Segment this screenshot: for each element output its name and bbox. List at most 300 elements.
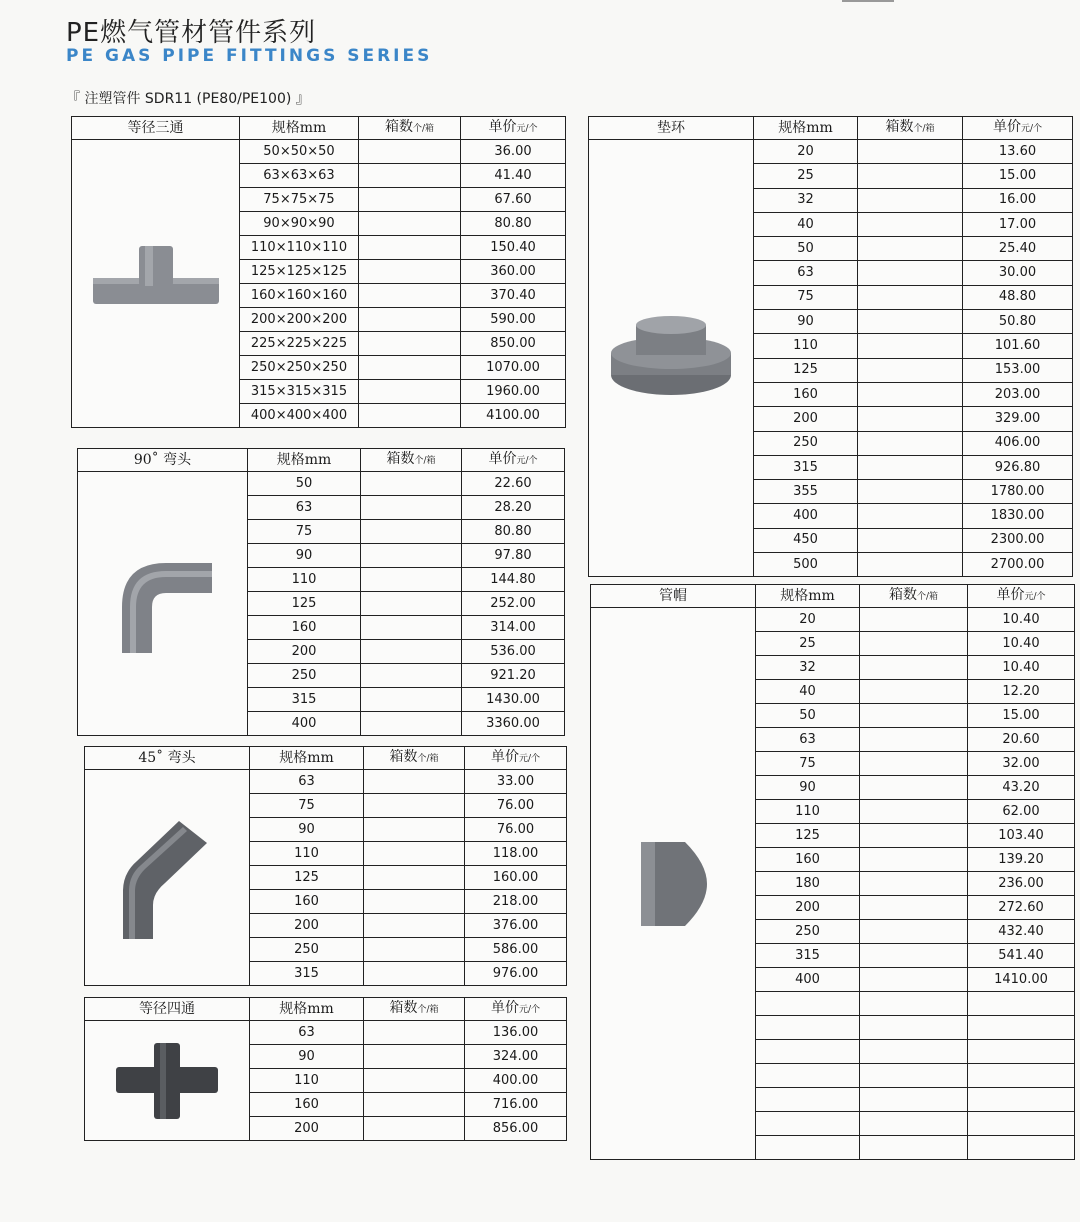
spec-cell: 250 [756,920,860,944]
price-cell: 1830.00 [963,504,1073,528]
box-qty-cell [860,1136,968,1160]
table-row [589,140,1073,164]
spec-cell: 160 [754,382,858,406]
spec-cell: 450 [754,528,858,552]
spec-cell: 63 [250,1021,364,1045]
spec-cell: 20 [754,140,858,164]
box-qty-cell [364,1045,465,1069]
box-qty-cell [860,944,968,968]
spec-cell: 250 [754,431,858,455]
box-qty-column-header [364,747,465,770]
box-qty-cell [364,1069,465,1093]
spec-column-header: 规格mm [250,998,364,1021]
section-label: 『 注塑管件 SDR11 (PE80/PE100) 』 [66,91,310,107]
box-qty-cell [858,504,963,528]
spec-cell: 40 [754,212,858,236]
price-cell: 33.00 [465,770,567,794]
box-qty-cell [364,770,465,794]
price-unit: 元/个 [516,456,538,466]
tee-fitting-icon [91,244,221,324]
spec-cell: 90 [754,310,858,334]
box-qty-cell [361,544,462,568]
spec-cell: 400 [754,504,858,528]
box-qty-cell [858,480,963,504]
box-qty-cell [858,358,963,382]
box-qty-cell [361,712,462,736]
box-qty-cell [361,688,462,712]
spec-column-header: 规格mm [754,117,858,140]
spec-cell: 75×75×75 [240,188,359,212]
table-header-row [591,585,1075,608]
product-image-cell [85,1021,250,1141]
spec-cell: 63 [756,728,860,752]
price-cell: 97.80 [462,544,565,568]
spec-cell: 90 [756,776,860,800]
spec-cell [756,1016,860,1040]
price-cell: 17.00 [963,212,1073,236]
price-cell: 252.00 [462,592,565,616]
box-qty-cell [361,520,462,544]
price-label: 单价 [996,587,1025,603]
spec-cell: 50 [756,704,860,728]
product-name: 垫环 [589,117,754,140]
spec-cell [756,1064,860,1088]
box-qty-unit: 个/箱 [417,754,439,764]
price-cell: 25.40 [963,237,1073,261]
box-qty-cell [361,496,462,520]
end-cap-icon [633,834,713,934]
spec-cell: 63 [250,770,364,794]
table-row [85,770,567,794]
table-header-row [78,449,565,472]
equal-cross-table [84,997,567,1141]
price-cell: 2700.00 [963,553,1073,577]
price-unit: 元/个 [518,754,541,764]
price-cell: 62.00 [968,800,1075,824]
spec-cell: 315 [756,944,860,968]
product-name: 45˚ 弯头 [85,747,250,770]
box-qty-cell [858,212,963,236]
box-qty-cell [860,1064,968,1088]
spec-cell: 90 [250,818,364,842]
spec-cell: 315 [754,455,858,479]
box-qty-cell [361,640,462,664]
spec-cell: 200×200×200 [240,308,359,332]
box-qty-column-header [359,117,461,140]
spec-cell: 63×63×63 [240,164,359,188]
box-qty-unit: 个/箱 [916,592,939,602]
price-cell: 80.80 [462,520,565,544]
box-qty-cell [359,284,461,308]
price-cell: 76.00 [465,818,567,842]
price-cell: 1430.00 [462,688,565,712]
spec-cell: 355 [754,480,858,504]
box-qty-cell [860,800,968,824]
price-unit: 元/个 [1020,124,1043,134]
box-qty-cell [858,188,963,212]
spec-cell [756,1088,860,1112]
price-cell: 716.00 [465,1093,567,1117]
price-cell: 536.00 [462,640,565,664]
spec-cell: 63 [754,261,858,285]
spec-cell: 25 [754,164,858,188]
spec-cell: 32 [754,188,858,212]
box-qty-unit: 个/箱 [417,1005,439,1015]
box-qty-cell [860,920,968,944]
price-cell: 10.40 [968,608,1075,632]
spec-cell [756,1136,860,1160]
price-cell: 976.00 [465,962,567,986]
price-cell: 150.40 [461,236,566,260]
price-cell: 406.00 [963,431,1073,455]
price-column-header [465,998,567,1021]
spec-cell: 75 [756,752,860,776]
spec-cell: 125×125×125 [240,260,359,284]
box-qty-cell [860,728,968,752]
cross-fitting-icon [112,1041,222,1121]
box-qty-cell [858,382,963,406]
price-cell: 1960.00 [461,380,566,404]
price-cell [968,1112,1075,1136]
spec-cell [756,1040,860,1064]
box-qty-cell [359,332,461,356]
box-qty-cell [361,616,462,640]
box-qty-column-header [361,449,462,472]
box-qty-cell [359,356,461,380]
table-header-row [589,117,1073,140]
product-name: 等径三通 [72,117,240,140]
price-cell: 36.00 [461,140,566,164]
box-qty-cell [359,188,461,212]
box-qty-label: 箱数 [386,451,415,467]
price-cell: 921.20 [462,664,565,688]
elbow-45-icon [117,813,217,943]
box-qty-cell [364,914,465,938]
box-qty-cell [361,592,462,616]
price-cell [968,1136,1075,1160]
price-cell: 22.60 [462,472,565,496]
box-qty-column-header [860,585,968,608]
box-qty-cell [361,472,462,496]
price-cell: 272.60 [968,896,1075,920]
box-qty-cell [364,866,465,890]
price-cell: 218.00 [465,890,567,914]
box-qty-cell [858,285,963,309]
price-unit: 元/个 [516,124,538,134]
box-qty-cell [364,1021,465,1045]
box-qty-cell [858,164,963,188]
box-qty-cell [364,962,465,986]
spec-column-header: 规格mm [756,585,860,608]
price-cell: 103.40 [968,824,1075,848]
box-qty-cell [860,680,968,704]
box-qty-cell [364,890,465,914]
spec-column-header: 规格mm [250,747,364,770]
price-cell: 329.00 [963,407,1073,431]
price-cell [968,992,1075,1016]
box-qty-label: 箱数 [885,119,914,135]
box-qty-cell [359,260,461,284]
spec-cell: 75 [250,794,364,818]
box-qty-column-header [858,117,963,140]
box-qty-unit: 个/箱 [412,124,435,134]
spec-cell: 90 [248,544,361,568]
price-cell: 28.20 [462,496,565,520]
spec-cell: 200 [250,914,364,938]
price-cell: 203.00 [963,382,1073,406]
spec-cell: 50 [248,472,361,496]
price-column-header [963,117,1073,140]
price-cell: 376.00 [465,914,567,938]
price-cell [968,1088,1075,1112]
elbow-90-table [77,448,565,736]
stub-flange-icon [606,313,736,403]
box-qty-cell [860,872,968,896]
price-unit: 元/个 [1024,592,1046,602]
price-cell: 76.00 [465,794,567,818]
price-cell: 80.80 [461,212,566,236]
price-cell [968,1016,1075,1040]
box-qty-cell [860,752,968,776]
spec-cell: 110 [756,800,860,824]
box-qty-label: 箱数 [888,587,917,603]
box-qty-cell [860,656,968,680]
box-qty-cell [364,938,465,962]
price-cell: 30.00 [963,261,1073,285]
box-qty-cell [858,528,963,552]
price-column-header [461,117,566,140]
equal-tee-table [71,116,566,428]
spec-cell: 315 [248,688,361,712]
price-cell: 136.00 [465,1021,567,1045]
spec-cell: 160 [250,890,364,914]
price-cell: 67.60 [461,188,566,212]
box-qty-cell [359,140,461,164]
price-cell: 20.60 [968,728,1075,752]
box-qty-cell [364,818,465,842]
product-image-cell [72,140,240,428]
spec-cell: 160 [756,848,860,872]
price-cell: 324.00 [465,1045,567,1069]
price-cell: 41.40 [461,164,566,188]
price-cell: 153.00 [963,358,1073,382]
price-label: 单价 [488,451,517,467]
box-qty-label: 箱数 [389,1000,418,1016]
price-cell: 10.40 [968,632,1075,656]
product-name: 管帽 [591,585,756,608]
spec-column-header: 规格mm [248,449,361,472]
elbow-45-table [84,746,567,986]
price-column-header [968,585,1075,608]
box-qty-cell [860,896,968,920]
spec-cell: 400 [756,968,860,992]
page-title: PE燃气管材管件系列 [66,18,317,48]
price-cell: 360.00 [461,260,566,284]
box-qty-cell [858,261,963,285]
spec-cell: 50×50×50 [240,140,359,164]
price-cell: 3360.00 [462,712,565,736]
price-cell: 541.40 [968,944,1075,968]
box-qty-cell [364,1093,465,1117]
price-cell: 1410.00 [968,968,1075,992]
spec-cell: 200 [250,1117,364,1141]
price-cell: 50.80 [963,310,1073,334]
spec-cell: 25 [756,632,860,656]
price-cell: 32.00 [968,752,1075,776]
price-label: 单价 [488,119,517,135]
box-qty-cell [858,455,963,479]
price-cell: 314.00 [462,616,565,640]
box-qty-cell [858,237,963,261]
price-column-header [462,449,565,472]
box-qty-cell [858,431,963,455]
spec-cell: 225×225×225 [240,332,359,356]
price-cell: 236.00 [968,872,1075,896]
spec-cell: 75 [248,520,361,544]
box-qty-cell [860,632,968,656]
price-cell: 856.00 [465,1117,567,1141]
price-cell [968,1040,1075,1064]
spec-cell: 250×250×250 [240,356,359,380]
spec-cell [756,1112,860,1136]
price-cell: 400.00 [465,1069,567,1093]
box-qty-column-header [364,998,465,1021]
price-cell: 1070.00 [461,356,566,380]
table-row [85,1021,567,1045]
box-qty-label: 箱数 [384,119,413,135]
box-qty-cell [359,380,461,404]
price-cell: 926.80 [963,455,1073,479]
spec-cell: 200 [248,640,361,664]
price-cell: 144.80 [462,568,565,592]
spec-cell: 90 [250,1045,364,1069]
box-qty-cell [860,824,968,848]
spec-cell: 63 [248,496,361,520]
product-image-cell [85,770,250,986]
spec-cell: 400 [248,712,361,736]
price-cell: 101.60 [963,334,1073,358]
table-header-row [72,117,566,140]
spec-cell: 250 [250,938,364,962]
table-header-row [85,747,567,770]
spec-cell: 400×400×400 [240,404,359,428]
spec-cell: 20 [756,608,860,632]
box-qty-cell [359,236,461,260]
price-cell: 12.20 [968,680,1075,704]
price-cell: 13.60 [963,140,1073,164]
box-qty-cell [858,553,963,577]
spec-cell: 50 [754,237,858,261]
spec-cell: 160 [250,1093,364,1117]
stub-flange-table [588,116,1073,577]
price-cell [968,1064,1075,1088]
spec-cell: 180 [756,872,860,896]
box-qty-cell [359,308,461,332]
end-cap-table [590,584,1075,1160]
price-label: 单价 [490,1000,519,1016]
spec-cell: 125 [756,824,860,848]
box-qty-cell [860,1088,968,1112]
price-cell: 432.40 [968,920,1075,944]
box-qty-cell [860,1016,968,1040]
box-qty-unit: 个/箱 [913,124,935,134]
spec-cell: 110×110×110 [240,236,359,260]
box-qty-cell [361,568,462,592]
price-cell: 1780.00 [963,480,1073,504]
box-qty-label: 箱数 [389,749,418,765]
price-cell: 15.00 [968,704,1075,728]
box-qty-cell [364,1117,465,1141]
box-qty-cell [364,842,465,866]
price-cell: 2300.00 [963,528,1073,552]
spec-cell: 110 [248,568,361,592]
price-cell: 43.20 [968,776,1075,800]
spec-cell: 500 [754,553,858,577]
box-qty-cell [860,1040,968,1064]
spec-cell: 32 [756,656,860,680]
spec-cell: 110 [754,334,858,358]
price-unit: 元/个 [518,1005,541,1015]
box-qty-cell [359,212,461,236]
product-name: 等径四通 [85,998,250,1021]
box-qty-cell [359,404,461,428]
box-qty-cell [860,776,968,800]
box-qty-cell [364,794,465,818]
price-cell: 10.40 [968,656,1075,680]
table-row [78,472,565,496]
box-qty-cell [361,664,462,688]
price-cell: 118.00 [465,842,567,866]
header-rule [842,0,894,2]
spec-cell: 125 [754,358,858,382]
box-qty-cell [860,992,968,1016]
spec-cell: 90×90×90 [240,212,359,236]
price-cell: 48.80 [963,285,1073,309]
spec-cell: 200 [756,896,860,920]
box-qty-cell [860,704,968,728]
price-label: 单价 [490,749,519,765]
box-qty-cell [860,1112,968,1136]
price-label: 单价 [992,119,1021,135]
spec-cell: 315 [250,962,364,986]
price-cell: 16.00 [963,188,1073,212]
price-cell: 590.00 [461,308,566,332]
elbow-90-icon [108,549,218,659]
spec-cell: 110 [250,1069,364,1093]
spec-cell: 315×315×315 [240,380,359,404]
spec-cell: 75 [754,285,858,309]
price-cell: 586.00 [465,938,567,962]
box-qty-unit: 个/箱 [414,456,436,466]
box-qty-cell [858,140,963,164]
spec-cell [756,992,860,1016]
box-qty-cell [860,968,968,992]
box-qty-cell [860,848,968,872]
spec-cell: 125 [250,866,364,890]
spec-cell: 40 [756,680,860,704]
price-cell: 15.00 [963,164,1073,188]
box-qty-cell [858,334,963,358]
price-cell: 4100.00 [461,404,566,428]
spec-cell: 200 [754,407,858,431]
box-qty-cell [858,310,963,334]
table-row [591,608,1075,632]
page-subtitle: PE GAS PIPE FITTINGS SERIES [66,46,433,66]
spec-column-header: 规格mm [240,117,359,140]
product-image-cell [591,608,756,1160]
price-cell: 139.20 [968,848,1075,872]
box-qty-cell [858,407,963,431]
